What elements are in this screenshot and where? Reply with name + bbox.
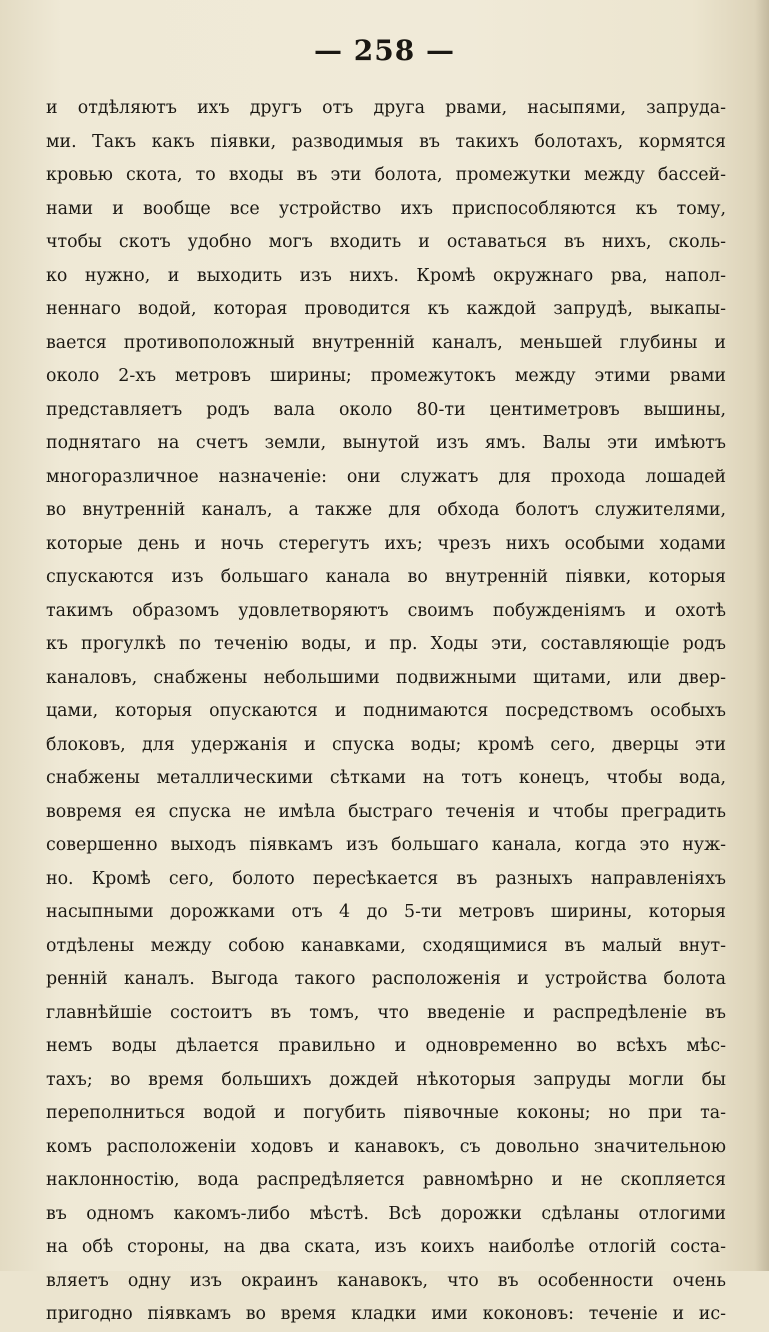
text-line: во внутренній каналъ, а также для обхода болотъ служителями,	[46, 500, 726, 520]
body-text	[46, 92, 726, 1332]
text-line: такимъ образомъ удовлетворяютъ своимъ побужденіямъ и охотѣ	[46, 600, 726, 621]
text-line: переполниться водой и погубить піявочные коконы; но при та-	[46, 1103, 726, 1123]
text-line: совершенно выходъ піявкамъ изъ большаго канала, когда это нуж-	[46, 835, 726, 855]
text-line: вается противоположный внутренній каналъ, меньшей глубины и	[46, 332, 726, 353]
text-line: цами, которыя опускаются и поднимаются посредствомъ особыхъ	[46, 701, 726, 721]
text-line: наклонностію, вода распредѣляется равномѣрно и не скопляется	[46, 1170, 726, 1190]
page-number: — 258 —	[314, 34, 455, 67]
text-line: комъ расположеніи ходовъ и канавокъ, съ довольно значительною	[46, 1136, 726, 1157]
text-line: вляетъ одну изъ окраинъ канавокъ, что въ особенности очень	[46, 1270, 726, 1291]
text-line: пригодно піявкамъ во время кладки ими коконовъ: теченіе и ис-	[46, 1304, 726, 1324]
text-line: тахъ; во время большихъ дождей нѣкоторыя запруды могли бы	[46, 1069, 726, 1090]
text-line: кровью скота, то входы въ эти болота, промежутки между бассей-	[46, 165, 726, 185]
text-line: отдѣлены между собою канавками, сходящимися въ малый внут-	[46, 935, 726, 956]
text-line: которые день и ночь стерегутъ ихъ; чрезъ нихъ особыми ходами	[46, 533, 726, 554]
text-line: немъ воды дѣлается правильно и одновременно во всѣхъ мѣс-	[46, 1036, 726, 1056]
text-line: снабжены металлическими сѣтками на тотъ конецъ, чтобы вода,	[46, 768, 726, 788]
text-line: около 2-хъ метровъ ширины; промежутокъ между этими рвами	[46, 366, 726, 386]
text-line: ко нужно, и выходить изъ нихъ. Кромѣ окружнаго рва, напол-	[46, 265, 726, 286]
text-line: но. Кромѣ сего, болото пересѣкается въ разныхъ направленіяхъ	[46, 868, 726, 889]
text-line: ми. Такъ какъ піявки, разводимыя въ такихъ болотахъ, кормятся	[46, 131, 726, 152]
text-line: поднятаго на счетъ земли, вынутой изъ ямъ. Валы эти имѣютъ	[46, 433, 726, 453]
text-line: и отдѣляютъ ихъ другъ отъ друга рвами, насыпями, запруда-	[46, 98, 726, 118]
page-edge-shadow	[755, 0, 769, 1271]
text-line: спускаются изъ большаго канала во внутренній піявки, которыя	[46, 567, 726, 587]
text-line: чтобы скотъ удобно могъ входить и оставаться въ нихъ, сколь-	[46, 232, 726, 252]
text-line: неннаго водой, которая проводится къ каждой запрудѣ, выкапы-	[46, 299, 726, 319]
text-line: въ одномъ какомъ-либо мѣстѣ. Всѣ дорожки сдѣланы отлогими	[46, 1203, 726, 1224]
text-line: нами и вообще все устройство ихъ приспособляются къ тому,	[46, 198, 726, 219]
text-line: насыпными дорожками отъ 4 до 5-ти метровъ ширины, которыя	[46, 902, 726, 922]
text-line: многоразличное назначеніе: они служатъ для прохода лошадей	[46, 466, 726, 487]
text-line: вовремя ея спуска не имѣла быстраго теченія и чтобы преградить	[46, 801, 726, 822]
text-line: ренній каналъ. Выгода такого расположенія и устройства болота	[46, 969, 726, 989]
text-line: блоковъ, для удержанія и спуска воды; кромѣ сего, дверцы эти	[46, 734, 726, 755]
text-line: къ прогулкѣ по теченію воды, и пр. Ходы эти, составляющіе родъ	[46, 634, 726, 654]
text-line: на обѣ стороны, на два ската, изъ коихъ наиболѣе отлогій соста-	[46, 1237, 726, 1257]
text-line: представляетъ родъ вала около 80-ти центиметровъ вышины,	[46, 399, 726, 420]
text-line: каналовъ, снабжены небольшими подвижными щитами, или двер-	[46, 667, 726, 688]
text-line: главнѣйшіе состоитъ въ томъ, что введеніе и распредѣленіе въ	[46, 1002, 726, 1023]
